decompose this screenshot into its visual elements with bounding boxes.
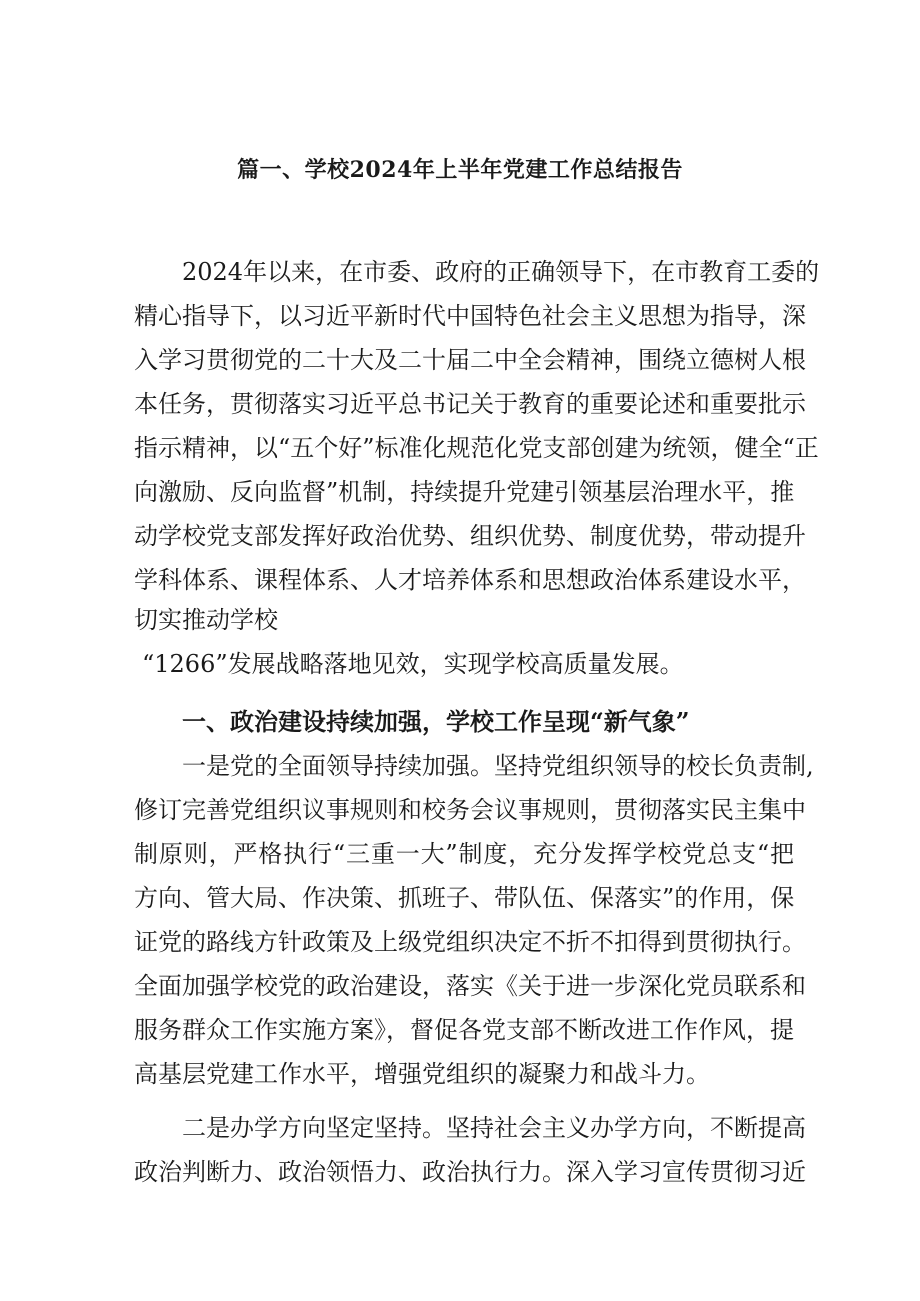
intro-line: 指示精神，以“五个好”标准化规范化党支部创建为统领，健全“正: [134, 434, 819, 462]
intro-line: 向激励、反向监督”机制，持续提升党建引领基层治理水平，推: [134, 478, 795, 506]
paragraph-line: 证党的路线方针政策及上级党组织决定不折不扣得到贯彻执行。: [134, 928, 806, 956]
intro-line: 本任务，贯彻落实习近平总书记关于教育的重要论述和重要批示: [134, 390, 806, 418]
section-heading: 一、政治建设持续加强，学校工作呈现“新气象”: [182, 707, 690, 736]
intro-line: 精心指导下，以习近平新时代中国特色社会主义思想为指导，深: [134, 302, 806, 330]
paragraph-line: 高基层党建工作水平，增强党组织的凝聚力和战斗力。: [134, 1060, 710, 1088]
paragraph-line: 修订完善党组织议事规则和校务会议事规则，贯彻落实民主集中: [134, 796, 806, 824]
paragraph-line: 政治判断力、政治领悟力、政治执行力。深入学习宣传贯彻习近: [134, 1158, 806, 1186]
paragraph-line: 方向、管大局、作决策、抓班子、带队伍、保落实”的作用，保: [134, 884, 795, 912]
paragraph-line: 全面加强学校党的政治建设，落实《关于进一步深化党员联系和: [134, 972, 806, 1000]
intro-line: 动学校党支部发挥好政治优势、组织优势、制度优势，带动提升: [134, 522, 806, 550]
paragraph-line: 服务群众工作实施方案》，督促各党支部不断改进工作作风，提: [134, 1016, 794, 1044]
intro-line: 2024年以来，在市委、政府的正确领导下，在市教育工委的: [182, 258, 820, 286]
intro-line: “1266”发展战略落地见效，实现学校高质量发展。: [142, 650, 684, 678]
document-title: 篇一、学校2024年上半年党建工作总结报告: [237, 157, 683, 183]
paragraph-line: 一是党的全面领导持续加强。坚持党组织领导的校长负责制,: [182, 752, 814, 780]
intro-line: 切实推动学校: [134, 606, 278, 634]
paragraph-line: 制原则，严格执行“三重一大”制度，充分发挥学校党总支“把: [134, 840, 794, 868]
paragraph-line: 二是办学方向坚定坚持。坚持社会主义办学方向，不断提高: [182, 1114, 806, 1142]
intro-line: 学科体系、课程体系、人才培养体系和思想政治体系建设水平，: [134, 566, 806, 594]
intro-line: 入学习贯彻党的二十大及二十届二中全会精神，围绕立德树人根: [134, 346, 806, 374]
